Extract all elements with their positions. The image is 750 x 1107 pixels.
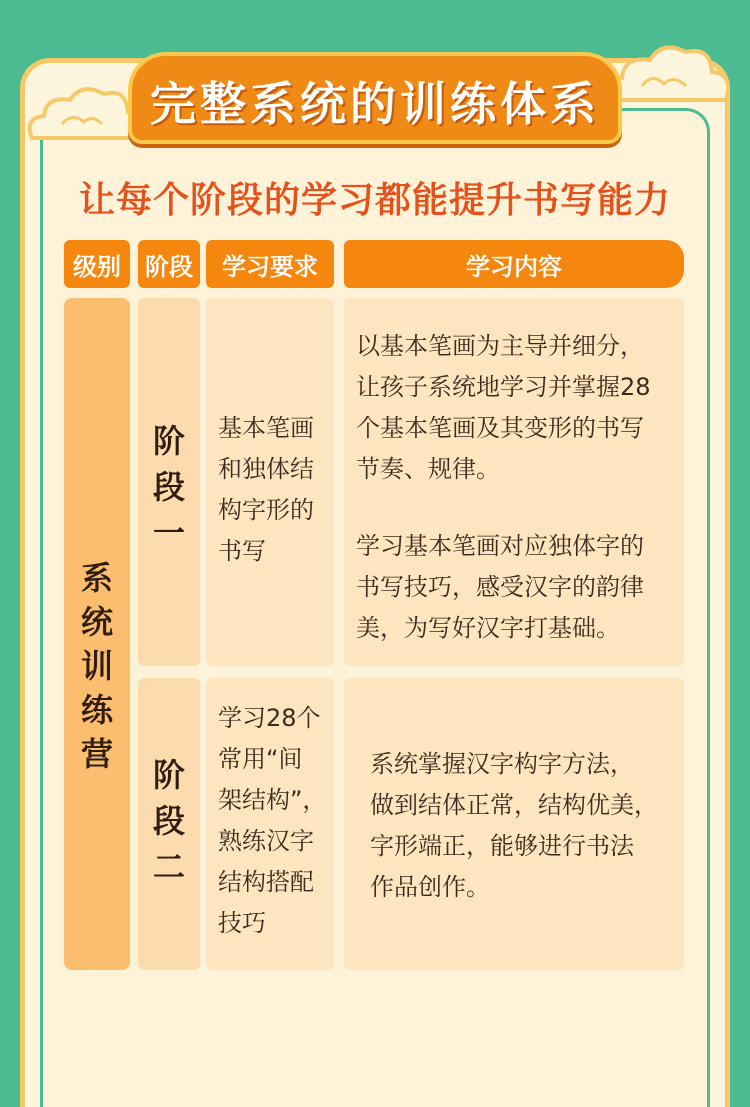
stage-1-label (138, 418, 200, 556)
stage-2-label (138, 752, 200, 890)
stage-char: 段 (152, 468, 185, 506)
stage-char: 段 (152, 802, 185, 840)
title-banner (128, 52, 622, 144)
stage-char: 一 (152, 514, 185, 552)
level-char: 练 (80, 691, 113, 729)
level-char: 统 (80, 603, 113, 641)
header-content: 学习内容 (344, 240, 684, 288)
level-char: 训 (80, 647, 113, 685)
content-2-paragraph-1: 系统掌握汉字构字方法， 做到结体正常，结构优美， 字形端正，能够进行书法 作品创作。 (370, 750, 658, 901)
header-requirement: 学习要求 (206, 240, 334, 288)
stage-char: 阶 (152, 756, 185, 794)
page-title: 完整系统的训练体系 (150, 77, 600, 131)
content-1-paragraph-2: 学习基本笔画对应独体字的 书写技巧，感受汉字的韵律 美，为写好汉字打基础。 (356, 532, 644, 642)
header-stage: 阶段 (138, 240, 200, 288)
requirement-1: 基本笔画 和独体结 构字形的 书写 (218, 414, 314, 565)
header-level: 级别 (64, 240, 130, 288)
level-char: 系 (80, 559, 113, 597)
level-char: 营 (80, 735, 113, 773)
level-label (64, 556, 130, 776)
stage-char: 二 (152, 848, 185, 886)
page-subtitle: 让每个阶段的学习都能提升书写能力 (78, 180, 671, 221)
stage-char: 阶 (152, 422, 185, 460)
requirement-2: 学习28个 常用“间 架结构”， 熟练汉字 结构搭配 技巧 (218, 704, 327, 937)
content-1-paragraph-1: 以基本笔画为主导并细分， 让孩子系统地学习并掌握28 个基本笔画及其变形的书写 节奏、规律。 (356, 332, 651, 483)
